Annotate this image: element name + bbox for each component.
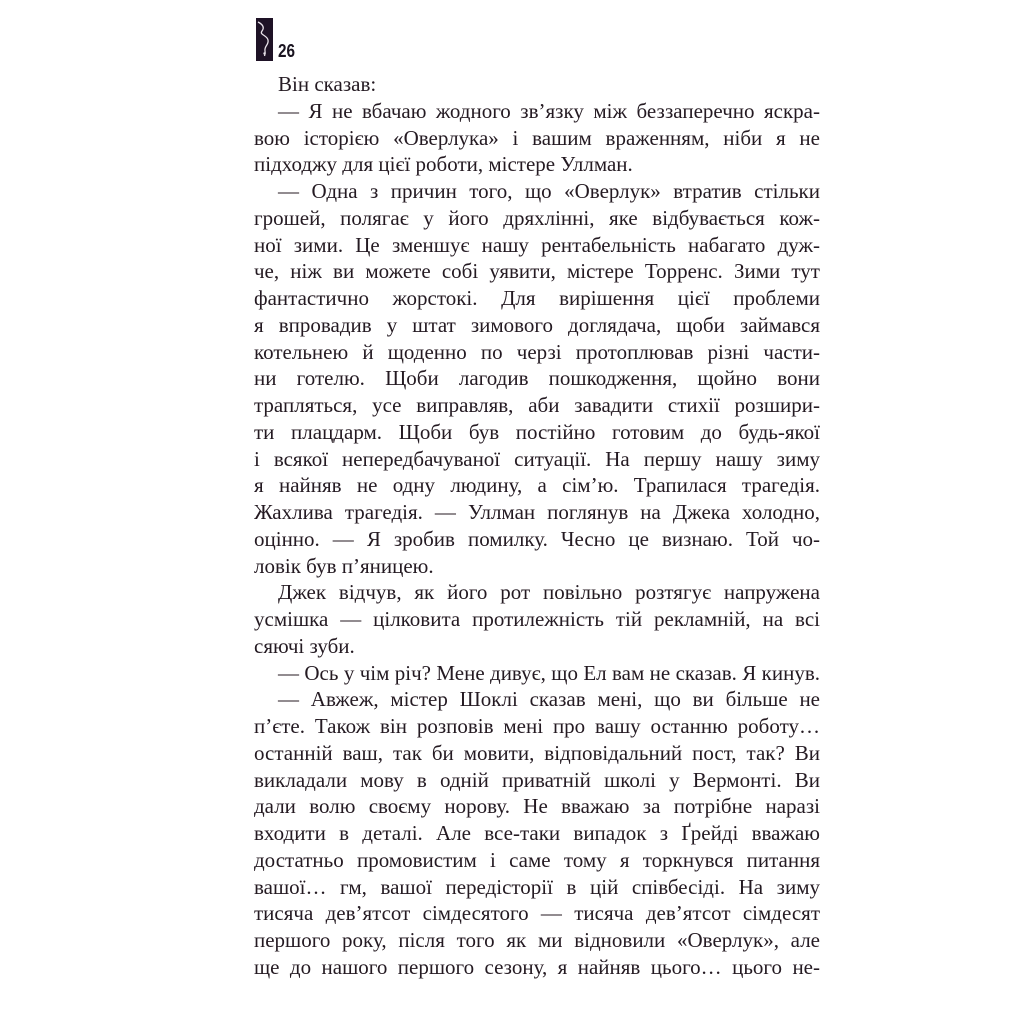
- text-line: котельнею й щоденно по черзі протоплював різні части-: [254, 339, 820, 364]
- text-line: Джек відчув, як його рот повільно розтягує напружена: [278, 580, 820, 605]
- text-line: — Одна з причин того, що «Оверлук» втратив стільки: [278, 179, 820, 203]
- text-line: оцінно. — Я зробив помилку. Чесно це визнаю. Той чо-: [254, 526, 820, 551]
- text-line: грошей, полягає у його дряхлінні, яке відбувається кож-: [254, 205, 820, 230]
- text-line: че, ніж ви можете собі уявити, містере Торренс. Зими тут: [254, 259, 820, 284]
- text-line: — Ось у чім річ? Мене дивує, що Ел вам не сказав. Я кинув.: [278, 660, 820, 685]
- text-line: п’єте. Також він розповів мені про вашу останню роботу…: [254, 714, 820, 738]
- text-line: усмішка — цілковита протилежність тій рекламній, на всі: [254, 607, 820, 631]
- text-line: Жахлива трагедія. — Уллман поглянув на Джека холодно,: [254, 500, 820, 524]
- text-line: я впровадив у штат зимового доглядача, щоби займався: [254, 312, 820, 337]
- page-number: 26: [278, 41, 296, 61]
- text-line: вою історією «Оверлука» і вашим враженням, ніби я не: [254, 125, 820, 150]
- text-line: вашої… гм, вашої передісторії в цій співбесіді. На зиму: [254, 874, 820, 899]
- text-line: і всякої непередбачуваної ситуації. На першу нашу зиму: [254, 446, 820, 471]
- text-line: фантастично жорстокі. Для вирішення цієї проблеми: [254, 286, 820, 310]
- text-line: тисяча дев’ятсот сімдесятого — тисяча дев’ятсот сімдесят: [254, 901, 820, 926]
- text-line: Він сказав:: [278, 72, 377, 96]
- text-line: дали волю своєму норову. Не вважаю за потрібне наразі: [254, 794, 820, 819]
- text-line: я найняв не одну людину, а сім’ю. Трапилася трагедія.: [254, 473, 820, 498]
- text-line: — Авжеж, містер Шоклі сказав мені, що ви більше не: [278, 687, 820, 712]
- text-line: — Я не вбачаю жодного зв’язку між беззаперечно яскра-: [278, 98, 820, 123]
- text-line: викладали мову в одній приватній школі у Вермонті. Ви: [254, 767, 820, 792]
- text-line: трапляться, усе виправляв, аби завадити стихії розшири-: [254, 393, 820, 417]
- text-line: достатньо промовистим і саме тому я торкнувся питання: [254, 847, 820, 872]
- text-line: ловік був п’яницею.: [254, 553, 434, 578]
- wavy-line-icon: [256, 18, 273, 61]
- text-line: ще до нашого першого сезону, я найняв цього… цього не-: [254, 954, 820, 979]
- body-text: [254, 71, 820, 981]
- text-line: входити в деталі. Але все-таки випадок з Ґрейді вважаю: [254, 821, 820, 845]
- text-line: підходжу для цієї роботи, містере Уллман.: [254, 152, 633, 177]
- page-marker-icon: [256, 18, 273, 61]
- text-line: ни готелю. Щоби лагодив пошкодження, щойно вони: [254, 366, 820, 391]
- text-line: сяючі зуби.: [254, 633, 355, 658]
- text-line: першого року, після того як ми відновили «Оверлук», але: [254, 928, 820, 952]
- text-line: ної зими. Це зменшує нашу рентабельність набагато дуж-: [254, 232, 820, 257]
- text-line: останній ваш, так би мовити, відповідальний пост, так? Ви: [254, 740, 820, 765]
- text-line: ти плацдарм. Щоби був постійно готовим до будь-якої: [254, 419, 820, 444]
